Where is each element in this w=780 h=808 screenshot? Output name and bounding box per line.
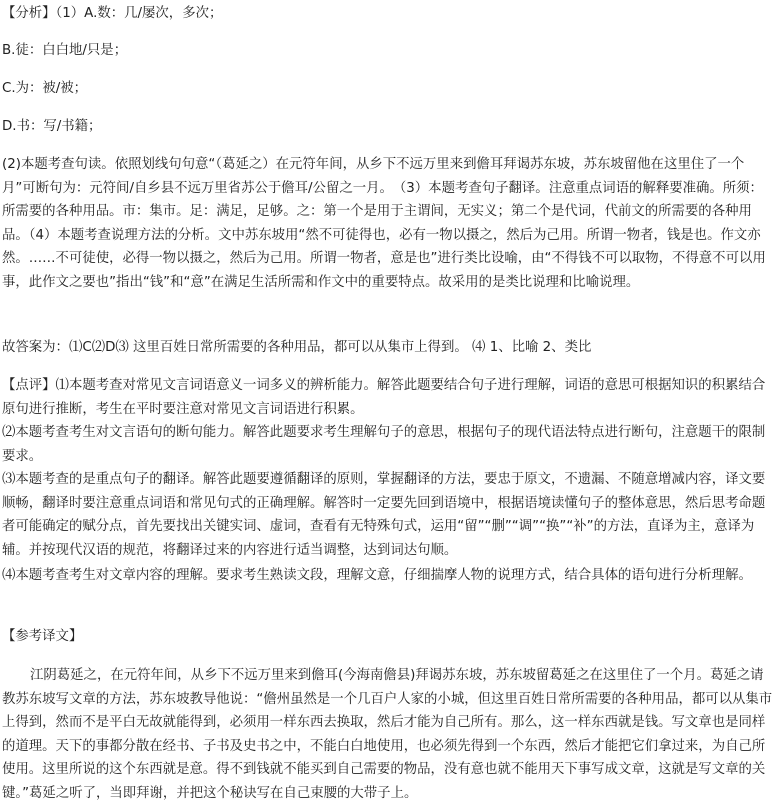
analysis-heading-line: 【分析】（1）A.数：几/屡次，多次； bbox=[2, 6, 223, 21]
answer-line: 故答案为：⑴C⑵D⑶ 这里百姓日常所需要的各种用品，都可以从集市上得到。 ⑷ 1、比喻 2、类比 bbox=[2, 340, 592, 355]
translation-paragraph: 江阴葛延之，在元符年间，从乡下不远万里来到儋耳(今海南儋县)拜谒苏东坡，苏东坡留葛延之在这里住了一个月。葛延之请教苏东坡写文章的方法，苏东坡教导他说：“儋州虽然是一个几百户人家的小城，但这里百姓日常所需要的各种用品，都可以从集市上得到，然而不是平白无故就能得到，必须用一样东西去换取，然后才能为自己所有。那么，这一样东西就是钱。写文章也是同样的道理。天下的事都分散在经书、子书及史书之中，不能白白地使用，也必须先得到一个东西，然后才能把它们拿过来，为自己所使用。这里所说的这个东西就是意。得不到钱就不能买到自己需要的物品，没有意也就不能用天下事写成文章，这就是写文章的关键。”葛延之听了，当即拜谢，并把这个秘诀写在自己束腰的大带子上。 bbox=[2, 668, 773, 801]
translation-heading: 【参考译文】 bbox=[2, 629, 83, 644]
analysis-detail-paragraph: (2)本题考查句读。依照划线句句意“（葛延之）在元符年间，从乡下不远万里来到儋耳拜谒苏东坡，苏东坡留他在这里住了一个月”可断句为：元符间/自乡县不远万里省苏公于儋耳/公留之一月。 （3）本题考查句子翻译。注意重点词语的解释要准确。所须：所需要的各种用品。市：集市。足：满足，足够。之：第一个是用于主谓间，无实义；第二个是代词，代前文的所需要的各种用品。（4）本题考查说理方法的分析。文中苏东坡用“然不可徒得也，必有一物以摄之，然后为己用。所谓一物者，钱是也。作文亦然。……不可徒使，必得一物以摄之，然后为己用。所谓一物者，意是也”进行类比设喻，由“不得钱不可以取物，不得意不可以用事，此作文之要也”指出“钱”和“意”在满足生活所需和作文中的重要特点。故采用的是类比说理和比喻说理。 bbox=[2, 157, 766, 290]
comment-paragraph-1: 【点评】⑴本题考查对常见文言词语意义一词多义的辨析能力。解答此题要结合句子进行理解，词语的意思可根据知识的积累结合原句进行推断，考生在平时要注意对常见文言词语进行积累。 bbox=[2, 378, 766, 417]
comment-paragraph-3: ⑶本题考查的是重点句子的翻译。解答此题要遵循翻译的原则，掌握翻译的方法，要忠于原文，不遗漏、不随意增减内容，译文要顺畅，翻译时要注意重点词语和常见句式的正确理解。解答时一定要先回到语境中，根据语境读懂句子的整体意思，然后思考命题者可能确定的赋分点，首先要找出关键实词、虚词，查看有无特殊句式，运用“留”“删”“调”“换”“补”的方法，直译为主，意译为辅。并按现代汉语的规范，将翻译过来的内容进行适当调整，达到词达句顺。 bbox=[2, 472, 766, 558]
comment-paragraph-4: ⑷本题考查考生对文章内容的理解。要求考生熟读文段，理解文意，仔细揣摩人物的说理方式，结合具体的语句进行分析理解。 bbox=[2, 568, 752, 583]
analysis-item-b: B.徒：白白地/只是； bbox=[2, 43, 128, 58]
analysis-item-c: C.为：被/被； bbox=[2, 81, 88, 96]
analysis-item-d: D.书：写/书籍； bbox=[2, 119, 102, 134]
comment-paragraph-2: ⑵本题考查考生对文言语句的断句能力。解答此题要求考生理解句子的意思，根据句子的现代语法特点进行断句，注意题干的限制要求。 bbox=[2, 425, 766, 464]
